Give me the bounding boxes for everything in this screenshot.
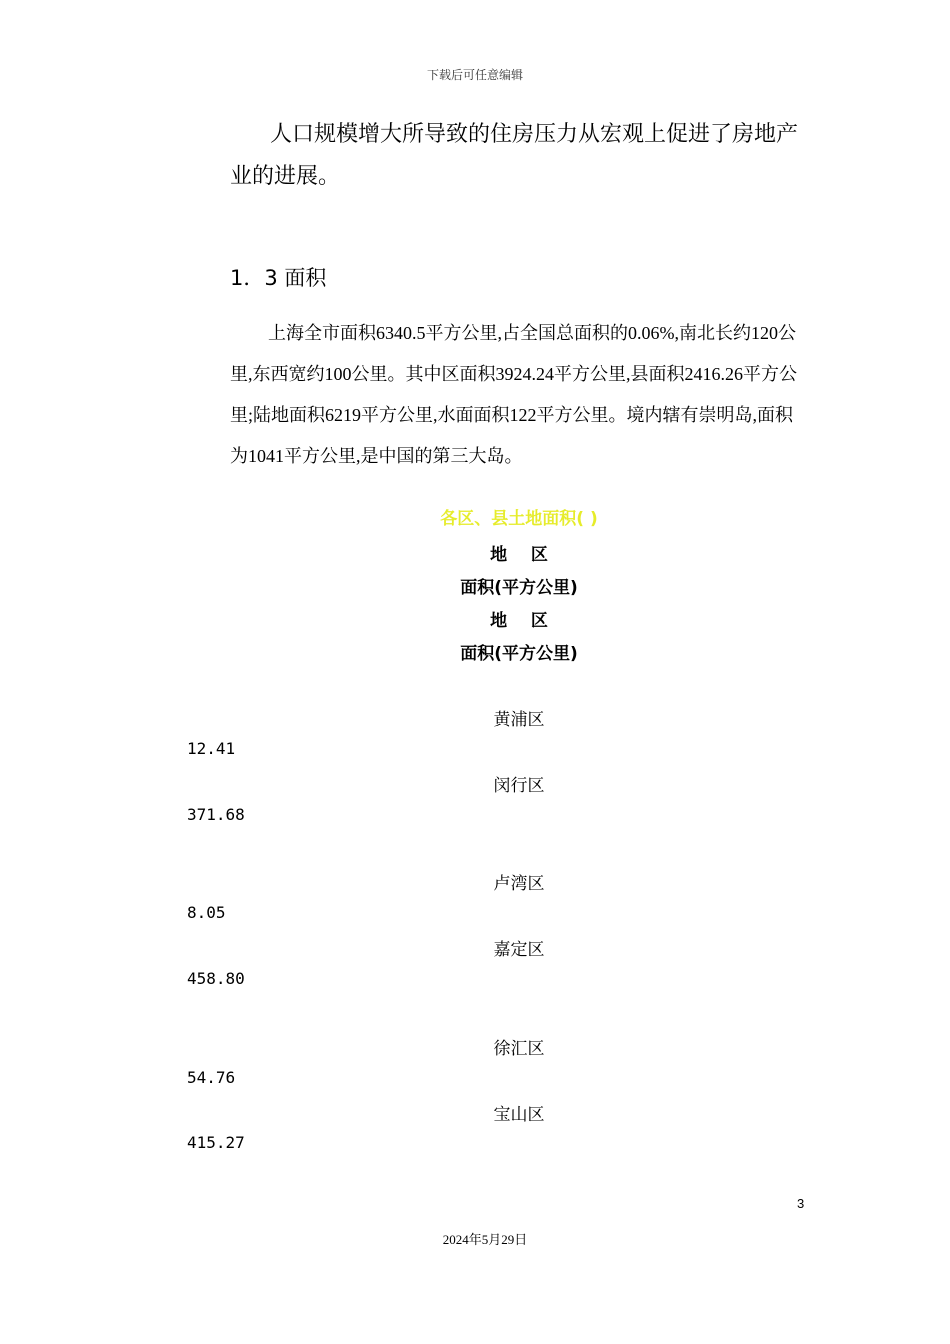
table-row-area: 12.41: [187, 739, 236, 758]
table-row-region: 黄浦区: [493, 710, 545, 730]
table-row-region: 闵行区: [493, 776, 545, 796]
table-row-region: 徐汇区: [493, 1039, 545, 1059]
table-title: 各区、县土地面积( ): [440, 509, 598, 529]
page-header: 下载后可任意编辑: [426, 68, 523, 82]
table-row-area: 458.80: [187, 969, 245, 988]
table-row-area: 415.27: [187, 1133, 245, 1152]
table-row-region: 嘉定区: [493, 940, 545, 960]
table-row-region: 卢湾区: [493, 874, 545, 894]
section-heading: 1．3 面积: [230, 266, 327, 290]
table-header-region: 地 区: [490, 545, 548, 565]
table-header-area: 面积(平方公里): [460, 644, 578, 664]
table-row-region: 宝山区: [493, 1105, 545, 1125]
table-header-area: 面积(平方公里): [460, 578, 578, 598]
table-row-area: 54.76: [187, 1068, 236, 1087]
table-header-region: 地 区: [490, 611, 548, 631]
intro-paragraph: 人口规模增大所导致的住房压力从宏观上促进了房地产业的进展。: [230, 122, 799, 189]
page-footer-date: 2024年5月29日: [442, 1232, 528, 1247]
table-row-area: 371.68: [187, 805, 245, 824]
area-paragraph: 上海全市面积6340.5平方公里,占全国总面积的0.06%,南北长约120公里,东西宽约100公里。其中区面积3924.24平方公里,县面积2416.26平方公里;陆地面积6219平方公里,水面面积122平方公里。境内辖有崇明岛,面积为1041平方公里,是中国的第三大岛。: [230, 323, 797, 466]
table-row-area: 8.05: [187, 903, 226, 922]
page-number: 3: [797, 1196, 805, 1211]
